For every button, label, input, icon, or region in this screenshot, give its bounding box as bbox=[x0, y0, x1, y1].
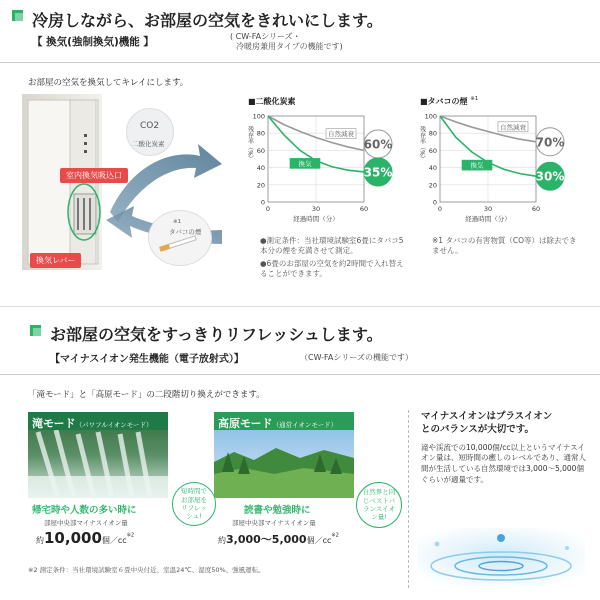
waterfall-use: 帰宅時や人数の多い時に bbox=[32, 505, 137, 516]
chart1-ytick-4: 20 bbox=[428, 181, 437, 190]
section2-marker-icon bbox=[30, 325, 44, 339]
chart-smoke-title bbox=[420, 96, 478, 107]
chart1-end-label-0: 70% bbox=[535, 135, 565, 150]
highland-amount bbox=[218, 528, 339, 547]
waterfall-panel bbox=[28, 412, 206, 562]
section2-feature-note: （CW-FAシリーズの機能です） bbox=[300, 353, 413, 362]
chart1-ytick-1: 80 bbox=[428, 129, 437, 138]
waterfall-badge: 短時間でお部屋をリフレッシュ! bbox=[172, 482, 216, 526]
chart-co2 bbox=[240, 96, 400, 232]
section1-feature: 【 換気(強制換気)機能 】 bbox=[32, 36, 154, 48]
divider-3 bbox=[0, 374, 600, 375]
chart1-xlabel: 経過時間（分） bbox=[465, 215, 511, 223]
section2-header bbox=[30, 322, 590, 366]
waterfall-head bbox=[32, 415, 153, 431]
waterfall-amount-label: 部屋中央部マイナスイオン量 bbox=[44, 519, 128, 527]
section1-title: 冷房しながら、お部屋の空気をきれいにします。 bbox=[32, 11, 383, 30]
highland-head bbox=[218, 415, 337, 431]
chart0-series-1-label: 換気 bbox=[298, 159, 312, 168]
section2-lead: 「滝モード」と「高原モード」の二段階切り換えができます。 bbox=[28, 390, 265, 400]
cigarette-icon bbox=[159, 235, 197, 251]
co2-label: 二酸化炭素 bbox=[132, 140, 165, 148]
note-1: ●測定条件：当社環境試験室6畳にタバコ5本分の煙を充満させて測定。 bbox=[260, 236, 404, 256]
lever-tag: 換気レバー bbox=[30, 253, 81, 268]
chart-co2-svg bbox=[240, 108, 400, 234]
highland-amount-value: 3,000〜5,000 bbox=[226, 533, 307, 546]
chart0-series-0-label: 自然減衰 bbox=[328, 130, 354, 139]
smoke-bubble bbox=[148, 210, 212, 266]
chart-co2-title: ■二酸化炭素 bbox=[248, 97, 296, 106]
ion-balance-title-line1: マイナスイオンはプラスイオン bbox=[421, 411, 553, 422]
chart1-xtick-0: 0 bbox=[437, 205, 443, 213]
chart1-xtick-2: 60 bbox=[531, 205, 541, 213]
chart0-ytick-3: 40 bbox=[256, 164, 265, 173]
section1-marker-icon bbox=[12, 10, 26, 24]
chart-smoke-svg bbox=[412, 108, 572, 234]
divider-1 bbox=[0, 62, 600, 63]
chart0-ylabel: 残存率（%） bbox=[246, 126, 254, 162]
smoke-mark: ※1 bbox=[173, 219, 182, 225]
chart-smoke-title-text: ■タバコの煙 bbox=[420, 97, 468, 106]
section1-feature-note-line2: 冷暖房兼用タイプの機能です) bbox=[236, 42, 343, 52]
waterfall-amount-prefix: 約 bbox=[36, 536, 44, 545]
chart0-xtick-0: 0 bbox=[265, 205, 271, 213]
highland-head-title: 高原モード bbox=[218, 417, 273, 430]
chart0-xtick-1: 30 bbox=[311, 205, 321, 213]
water-ripple-image bbox=[417, 528, 585, 586]
chart0-xlabel: 経過時間（分） bbox=[293, 215, 339, 223]
section2-title: お部屋の空気をすっきりリフレッシュします。 bbox=[50, 325, 383, 344]
section1-notes bbox=[260, 236, 410, 280]
co2-symbol: CO2 bbox=[140, 121, 160, 131]
chart1-xtick-1: 30 bbox=[483, 205, 493, 213]
chart0-ytick-4: 20 bbox=[256, 181, 265, 190]
chart1-series-1-label: 換気 bbox=[470, 161, 484, 170]
section1-lead: お部屋の空気を換気してキレイにします。 bbox=[28, 78, 189, 88]
waterfall-head-title: 滝モード bbox=[32, 417, 76, 430]
chart-smoke bbox=[412, 96, 572, 232]
highland-amount-mark: ※2 bbox=[331, 532, 339, 539]
highland-badge: 自然界と同じベストバランスイオン量! bbox=[356, 482, 402, 528]
chart1-ytick-5: 0 bbox=[432, 198, 437, 207]
waterfall-amount bbox=[36, 528, 134, 547]
section1-header bbox=[12, 8, 592, 54]
highland-use: 読書や勉強時に bbox=[244, 505, 311, 516]
chart1-ytick-0: 100 bbox=[424, 112, 437, 121]
ion-balance-title-line2: とのバランスが大切です。 bbox=[421, 424, 534, 436]
chart0-ytick-2: 60 bbox=[256, 146, 265, 155]
highland-head-sub: （通常イオンモード） bbox=[272, 421, 338, 429]
chart1-series-0-label: 自然減衰 bbox=[500, 123, 526, 132]
chart0-ytick-5: 0 bbox=[260, 198, 265, 207]
chart0-xtick-2: 60 bbox=[359, 205, 369, 213]
ion-balance-box bbox=[408, 410, 588, 588]
chart1-ylabel: 残存率（%） bbox=[418, 126, 426, 162]
co2-bubble bbox=[126, 108, 174, 156]
smoke-label: タバコの煙 bbox=[169, 228, 202, 236]
ion-balance-title bbox=[421, 410, 588, 437]
section1-feature-note-line1: ( CW-FAシリーズ・ bbox=[230, 32, 301, 41]
section2-feature: 【マイナスイオン発生機能（電子放射式）】 bbox=[50, 354, 244, 365]
chart1-end-label-1: 30% bbox=[535, 169, 565, 184]
section1-feature-note bbox=[230, 32, 343, 53]
note-2: ●6畳のお部屋の空気を約2時間で入れ替えることができます。 bbox=[260, 259, 404, 279]
chart0-end-label-1: 35% bbox=[363, 165, 393, 180]
chart0-end-label-0: 60% bbox=[363, 137, 393, 152]
section1-footnote: ※1 タバコの有害物質（CO等）は除去できません。 bbox=[432, 236, 577, 256]
intake-tag: 室内換気吸込口 bbox=[60, 168, 128, 183]
waterfall-amount-value: 10,000 bbox=[44, 529, 102, 547]
chart1-ytick-2: 60 bbox=[428, 146, 437, 155]
chart0-ytick-1: 80 bbox=[256, 129, 265, 138]
highland-amount-label: 部屋中央部マイナスイオン量 bbox=[232, 519, 316, 527]
highland-panel bbox=[214, 412, 402, 562]
divider-2 bbox=[0, 306, 600, 307]
highland-amount-unit: 個／cc bbox=[306, 536, 332, 545]
section2-footnote: ※2 測定条件：当社環境試験室６畳中央付近、室温24℃、湿度50%、強風運転。 bbox=[28, 566, 265, 574]
chart0-ytick-0: 100 bbox=[252, 112, 265, 121]
ion-balance-body: 滝や渓流での10,000個/cc以上というマイナスイオン量は、短時間の癒しのレベルであり、通常人間が生活している自然環境では3,000〜5,000個ぐらいが適量です。 bbox=[421, 442, 586, 485]
waterfall-amount-mark: ※2 bbox=[126, 532, 135, 539]
waterfall-amount-unit: 個／cc bbox=[101, 536, 127, 545]
chart1-ytick-3: 40 bbox=[428, 164, 437, 173]
highland-amount-prefix: 約 bbox=[218, 536, 226, 545]
chart-smoke-title-mark: ※1 bbox=[470, 96, 479, 102]
waterfall-head-sub: （パワフルイオンモード） bbox=[75, 421, 153, 429]
